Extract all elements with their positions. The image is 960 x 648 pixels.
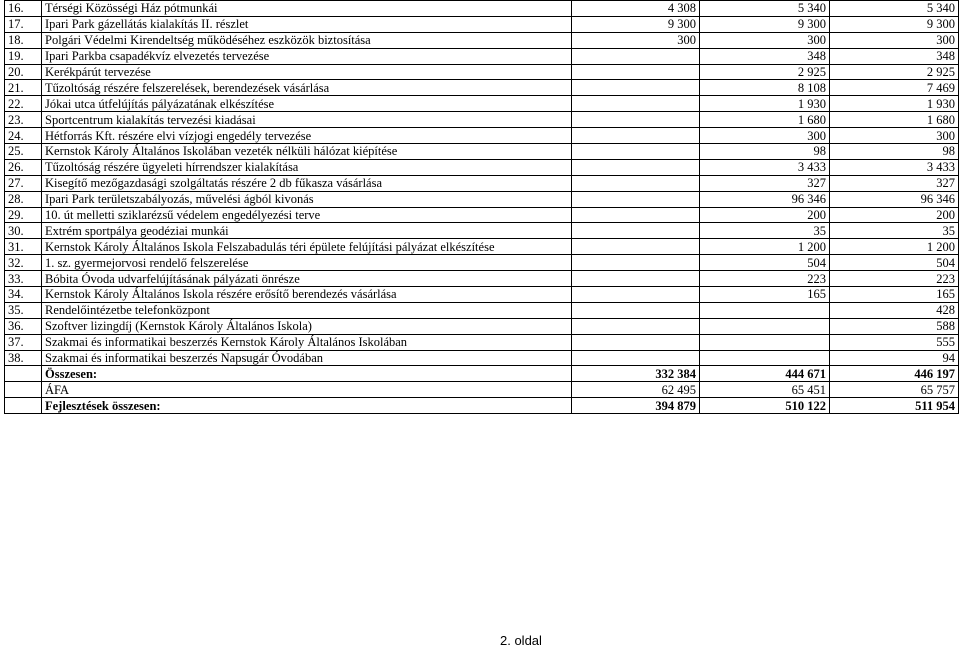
value-col-2 (700, 302, 830, 318)
value-col-2 (700, 334, 830, 350)
value-col-1 (572, 80, 700, 96)
value-col-3: 65 757 (830, 382, 959, 398)
table-row (5, 271, 959, 287)
row-number: 21. (5, 80, 42, 96)
table-row (5, 128, 959, 144)
row-description: Fejlesztések összesen: (42, 398, 572, 414)
value-col-2: 96 346 (700, 191, 830, 207)
table-row (5, 191, 959, 207)
value-col-2: 1 930 (700, 96, 830, 112)
value-col-2: 8 108 (700, 80, 830, 96)
value-col-1 (572, 48, 700, 64)
value-col-1 (572, 334, 700, 350)
value-col-2: 327 (700, 175, 830, 191)
row-description: Térségi Közösségi Ház pótmunkái (42, 1, 572, 17)
value-col-2: 1 200 (700, 239, 830, 255)
table-row (5, 1, 959, 17)
value-col-1 (572, 128, 700, 144)
row-number: 37. (5, 334, 42, 350)
table-row (5, 64, 959, 80)
row-description: Kernstok Károly Általános Iskolában vezeték nélküli hálózat kiépítése (42, 144, 572, 160)
row-description: Bóbita Óvoda udvarfelújításának pályázati önrésze (42, 271, 572, 287)
row-number: 19. (5, 48, 42, 64)
row-description: Ipari Park területszabályozás, művelési ágból kivonás (42, 191, 572, 207)
row-description: ÁFA (42, 382, 572, 398)
row-description: Szoftver lizingdíj (Kernstok Károly Általános Iskola) (42, 318, 572, 334)
budget-table-body (5, 1, 959, 414)
value-col-3: 446 197 (830, 366, 959, 382)
value-col-3: 7 469 (830, 80, 959, 96)
value-col-3: 200 (830, 207, 959, 223)
row-description: Jókai utca útfelújítás pályázatának elkészítése (42, 96, 572, 112)
table-row (5, 48, 959, 64)
row-description: Sportcentrum kialakítás tervezési kiadásai (42, 112, 572, 128)
value-col-1 (572, 239, 700, 255)
row-description: Tűzoltóság részére ügyeleti hírrendszer kialakítása (42, 159, 572, 175)
table-row (5, 112, 959, 128)
value-col-2: 510 122 (700, 398, 830, 414)
value-col-1 (572, 175, 700, 191)
value-col-1 (572, 271, 700, 287)
value-col-3: 300 (830, 128, 959, 144)
value-col-2: 1 680 (700, 112, 830, 128)
table-row (5, 80, 959, 96)
row-description: 1. sz. gyermejorvosi rendelő felszerelése (42, 255, 572, 271)
value-col-1 (572, 191, 700, 207)
row-number: 34. (5, 287, 42, 303)
value-col-3: 223 (830, 271, 959, 287)
table-row (5, 16, 959, 32)
value-col-3: 1 200 (830, 239, 959, 255)
table-row (5, 318, 959, 334)
row-description: 10. út melletti sziklarézsű védelem engedélyezési terve (42, 207, 572, 223)
table-row (5, 302, 959, 318)
table-row (5, 159, 959, 175)
total-row (5, 366, 959, 382)
row-description: Polgári Védelmi Kirendeltség működéséhez eszközök biztosítása (42, 32, 572, 48)
value-col-3: 588 (830, 318, 959, 334)
total-row (5, 382, 959, 398)
row-number (5, 382, 42, 398)
row-number: 18. (5, 32, 42, 48)
row-number: 23. (5, 112, 42, 128)
value-col-3: 2 925 (830, 64, 959, 80)
row-description: Szakmai és informatikai beszerzés Napsugár Óvodában (42, 350, 572, 366)
row-number: 28. (5, 191, 42, 207)
row-number: 33. (5, 271, 42, 287)
value-col-1 (572, 223, 700, 239)
budget-table (4, 0, 959, 414)
value-col-2: 65 451 (700, 382, 830, 398)
value-col-3: 348 (830, 48, 959, 64)
value-col-1 (572, 64, 700, 80)
row-number: 31. (5, 239, 42, 255)
table-row (5, 287, 959, 303)
row-number: 30. (5, 223, 42, 239)
row-number: 36. (5, 318, 42, 334)
value-col-3: 504 (830, 255, 959, 271)
value-col-3: 35 (830, 223, 959, 239)
total-row (5, 398, 959, 414)
row-description: Összesen: (42, 366, 572, 382)
value-col-3: 96 346 (830, 191, 959, 207)
value-col-1: 62 495 (572, 382, 700, 398)
value-col-3: 327 (830, 175, 959, 191)
row-description: Rendelőintézetbe telefonközpont (42, 302, 572, 318)
value-col-2: 2 925 (700, 64, 830, 80)
value-col-1 (572, 302, 700, 318)
row-description: Extrém sportpálya geodéziai munkái (42, 223, 572, 239)
row-number: 25. (5, 144, 42, 160)
value-col-3: 3 433 (830, 159, 959, 175)
page-number: 2. oldal (500, 633, 542, 648)
row-description: Kernstok Károly Általános Iskola Felszabadulás téri épülete felújítási pályázat elkészítése (42, 239, 572, 255)
value-col-1 (572, 159, 700, 175)
value-col-2: 3 433 (700, 159, 830, 175)
row-number: 17. (5, 16, 42, 32)
table-row (5, 96, 959, 112)
value-col-2 (700, 318, 830, 334)
row-number (5, 366, 42, 382)
row-description: Kisegítő mezőgazdasági szolgáltatás részére 2 db fűkasza vásárlása (42, 175, 572, 191)
value-col-2 (700, 350, 830, 366)
row-number: 26. (5, 159, 42, 175)
value-col-3: 1 680 (830, 112, 959, 128)
value-col-1 (572, 207, 700, 223)
value-col-2: 200 (700, 207, 830, 223)
value-col-2: 504 (700, 255, 830, 271)
table-row (5, 255, 959, 271)
row-description: Kernstok Károly Általános Iskola részére erősítő berendezés vásárlása (42, 287, 572, 303)
value-col-2: 444 671 (700, 366, 830, 382)
value-col-1 (572, 287, 700, 303)
value-col-1: 332 384 (572, 366, 700, 382)
value-col-2: 35 (700, 223, 830, 239)
row-number: 29. (5, 207, 42, 223)
value-col-2: 300 (700, 128, 830, 144)
row-number: 22. (5, 96, 42, 112)
row-description: Ipari Park gázellátás kialakítás II. részlet (42, 16, 572, 32)
value-col-3: 5 340 (830, 1, 959, 17)
value-col-2: 300 (700, 32, 830, 48)
row-number: 16. (5, 1, 42, 17)
value-col-3: 98 (830, 144, 959, 160)
value-col-1: 4 308 (572, 1, 700, 17)
value-col-1: 9 300 (572, 16, 700, 32)
row-number: 20. (5, 64, 42, 80)
row-number: 38. (5, 350, 42, 366)
row-description: Szakmai és informatikai beszerzés Kernstok Károly Általános Iskolában (42, 334, 572, 350)
value-col-1: 394 879 (572, 398, 700, 414)
row-description: Kerékpárút tervezése (42, 64, 572, 80)
value-col-1 (572, 318, 700, 334)
value-col-3: 165 (830, 287, 959, 303)
value-col-1 (572, 350, 700, 366)
value-col-3: 511 954 (830, 398, 959, 414)
table-row (5, 32, 959, 48)
table-row (5, 207, 959, 223)
table-row (5, 350, 959, 366)
value-col-3: 555 (830, 334, 959, 350)
value-col-2: 5 340 (700, 1, 830, 17)
value-col-1 (572, 112, 700, 128)
value-col-1 (572, 255, 700, 271)
value-col-1 (572, 144, 700, 160)
table-row (5, 223, 959, 239)
value-col-3: 94 (830, 350, 959, 366)
value-col-3: 428 (830, 302, 959, 318)
value-col-2: 348 (700, 48, 830, 64)
table-row (5, 334, 959, 350)
table-row (5, 239, 959, 255)
row-description: Tűzoltóság részére felszerelések, berendezések vásárlása (42, 80, 572, 96)
row-description: Ipari Parkba csapadékvíz elvezetés tervezése (42, 48, 572, 64)
row-number (5, 398, 42, 414)
value-col-1: 300 (572, 32, 700, 48)
value-col-2: 223 (700, 271, 830, 287)
value-col-3: 1 930 (830, 96, 959, 112)
row-number: 27. (5, 175, 42, 191)
row-description: Hétforrás Kft. részére elvi vízjogi engedély tervezése (42, 128, 572, 144)
value-col-2: 9 300 (700, 16, 830, 32)
table-row (5, 144, 959, 160)
table-row (5, 175, 959, 191)
row-number: 32. (5, 255, 42, 271)
row-number: 24. (5, 128, 42, 144)
value-col-2: 98 (700, 144, 830, 160)
value-col-1 (572, 96, 700, 112)
value-col-3: 9 300 (830, 16, 959, 32)
value-col-2: 165 (700, 287, 830, 303)
row-number: 35. (5, 302, 42, 318)
value-col-3: 300 (830, 32, 959, 48)
